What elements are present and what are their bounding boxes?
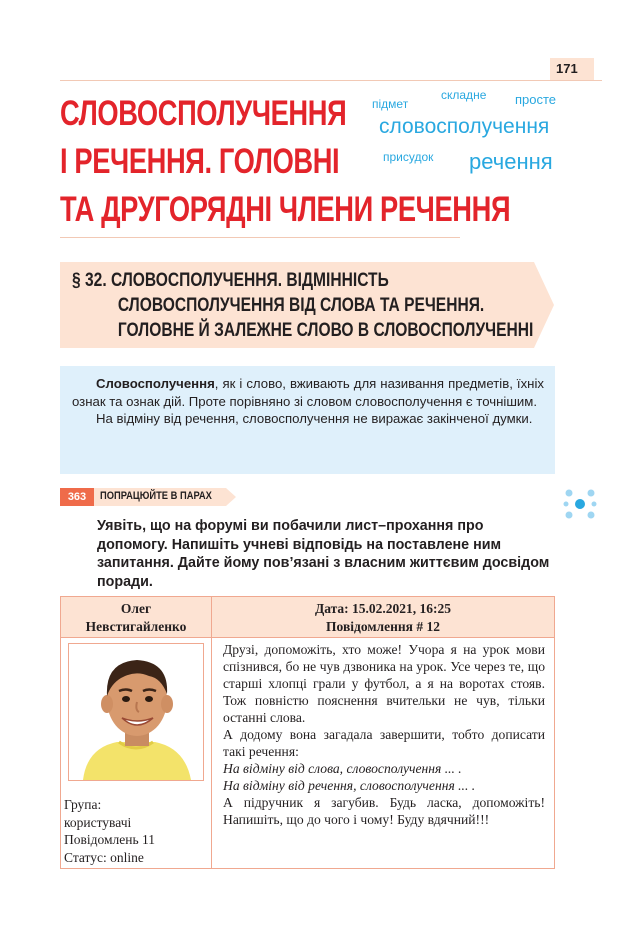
title-rule	[60, 237, 460, 238]
cloud-word-rechennia: речення	[469, 149, 553, 174]
cloud-word-pidmet: підмет	[372, 97, 409, 111]
chapter-title-line-1: СЛОВОСПОЛУЧЕННЯ	[60, 94, 347, 133]
section-heading-line-2: СЛОВОСПОЛУЧЕННЯ ВІД СЛОВА ТА РЕЧЕННЯ.	[117, 295, 485, 316]
avatar	[68, 643, 204, 781]
chapter-title-line-2: І РЕЧЕННЯ. ГОЛОВНІ	[60, 142, 340, 181]
section-heading-line-3: ГОЛОВНЕ Й ЗАЛЕЖНЕ СЛОВО В СЛОВОСПОЛУЧЕННІ	[117, 320, 534, 341]
forum-header-divider	[60, 637, 555, 638]
molecule-dots-icon	[563, 487, 597, 521]
section-heading-line-1: § 32. СЛОВОСПОЛУЧЕННЯ. ВІДМІННІСТЬ	[72, 270, 389, 291]
chapter-title-line-3: ТА ДРУГОРЯДНІ ЧЛЕНИ РЕЧЕННЯ	[60, 190, 511, 229]
message-paragraph-1: Друзі, допоможіть, хто може! Учора я на урок мови спізнився, бо не чув дзвоника на урок. Усе через те, що старші хлопці грали у футбол, а я на воротах стояв. Тож повністю пояснення вчительки не чув, тільки останні слова.	[223, 642, 545, 725]
user-status: Статус: online	[64, 849, 144, 865]
rule-paragraph-1-rest: , як і слово, вживають для називання предметів, їхніх ознак та ознак дій. Проте порівняно зі словом словосполучення є точнішим.	[72, 376, 544, 409]
rule-term: Словосполучення	[96, 376, 215, 391]
rule-paragraph-1	[72, 375, 544, 410]
boy-portrait-icon	[69, 644, 203, 780]
message-italic-line-1: На відміну від слова, словосполучення ... .	[223, 761, 462, 776]
rule-paragraph-2: На відміну від речення, словосполучення не виражає закінченої думки.	[96, 411, 533, 426]
cloud-word-slovospoluchennia: словосполучення	[379, 115, 550, 138]
forum-post-meta	[212, 600, 554, 636]
forum-user-info	[64, 796, 155, 866]
message-italic-line-2: На відміну від речення, словосполучення ... .	[223, 778, 476, 793]
forum-post-date: Дата: 15.02.2021, 16:25	[314, 601, 452, 616]
user-post-count: Повідомлень 11	[64, 832, 156, 847]
message-paragraph-3: А підручник я загубив. Будь ласка, допоможіть! Напишіть, що до чого і чому! Буду вдячний!!!	[223, 795, 545, 827]
user-group-value: користувачі	[64, 814, 132, 830]
forum-message	[223, 641, 545, 828]
page-number: 171	[556, 61, 578, 76]
cloud-word-skladne: складне	[441, 88, 487, 102]
user-group-label: Група:	[64, 797, 102, 812]
forum-username	[61, 600, 211, 636]
task-label: ПОПРАЦЮЙТЕ В ПАРАХ	[100, 490, 212, 502]
message-paragraph-2: А додому вона загадала завершити, тобто дописати такі речення:	[223, 727, 545, 759]
task-text: Уявіть, що на форумі ви побачили лист–прохання про допомогу. Напишіть учневі відповідь на поставлене ним запитання. Дайте йому пов’язані з власним життєвим досвідом поради.	[97, 518, 550, 590]
task-number: 363	[60, 488, 94, 506]
forum-post-number: Повідомлення # 12	[326, 619, 440, 634]
forum-username-last: Невстигайленко	[85, 619, 187, 634]
forum-username-first: Олег	[120, 601, 152, 616]
top-rule	[60, 80, 602, 81]
cloud-word-proste: просте	[515, 92, 557, 107]
rule-text	[72, 375, 544, 428]
cloud-word-prysudok: присудок	[383, 150, 434, 164]
section-heading	[72, 268, 533, 343]
